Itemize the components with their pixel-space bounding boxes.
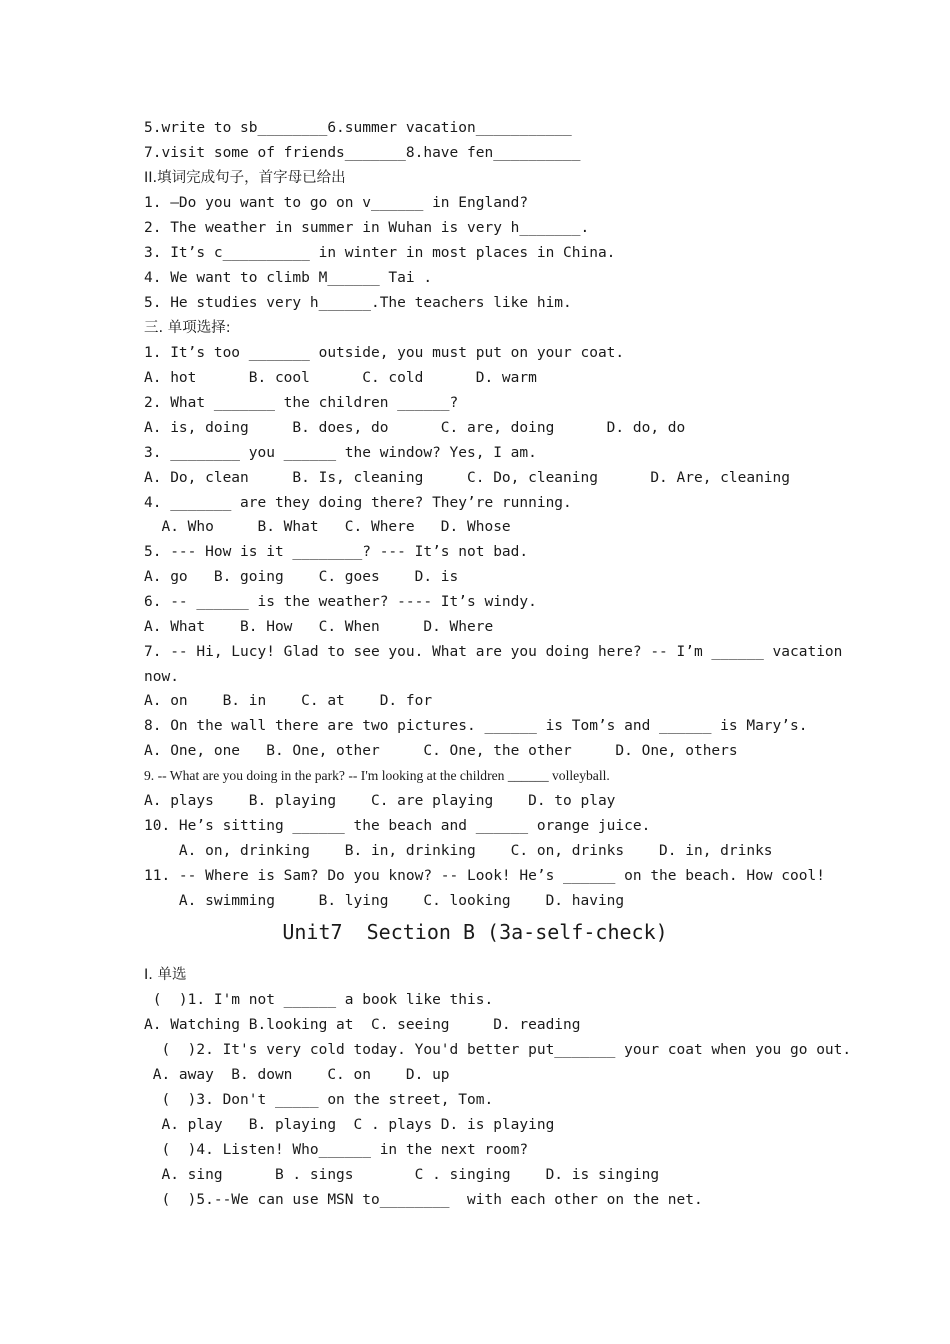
fill-in-item: 4. We want to climb M______ Tai . bbox=[144, 270, 433, 286]
options-line: A. on B. in C. at D. for bbox=[144, 693, 433, 709]
options-line: A. go B. going C. goes D. is bbox=[144, 569, 459, 585]
options-line: A. swimming B. lying C. looking D. having bbox=[144, 893, 625, 909]
fill-in-item: 3. It’s c__________ in winter in most places in China. bbox=[144, 245, 616, 261]
question-line: 9. -- What are you doing in the park? -- I'm looking at the children ______ volleyball. bbox=[144, 768, 610, 783]
question-line: ( )4. Listen! Who______ in the next room? bbox=[144, 1142, 529, 1158]
question-line: ( )2. It's very cold today. You'd better put_______ your coat when you go out. bbox=[144, 1042, 852, 1058]
fill-in-item: 2. The weather in summer in Wuhan is very h_______. bbox=[144, 220, 590, 236]
question-line-continued: now. bbox=[144, 669, 179, 685]
question-line: 1. It’s too _______ outside, you must put on your coat. bbox=[144, 345, 625, 361]
options-line: A. Do, clean B. Is, cleaning C. Do, cleaning D. Are, cleaning bbox=[144, 470, 791, 486]
options-line: A. sing B . sings C . singing D. is singing bbox=[144, 1167, 660, 1183]
question-line: 5. --- How is it ________? --- It’s not bad. bbox=[144, 544, 529, 560]
options-line: A. play B. playing C . plays D. is playing bbox=[144, 1117, 555, 1133]
phrase-line-2: 7.visit some of friends_______8.have fen__________ bbox=[144, 145, 581, 161]
fill-in-item: 1. —Do you want to go on v______ in England? bbox=[144, 195, 529, 211]
section-heading-single-choice: I. 单选 bbox=[144, 967, 187, 983]
section-heading-multiple-choice: 三. 单项选择: bbox=[144, 320, 231, 336]
question-line: ( )1. I'm not ______ a book like this. bbox=[144, 992, 494, 1008]
question-line: 10. He’s sitting ______ the beach and ______ orange juice. bbox=[144, 818, 651, 834]
options-line: A. plays B. playing C. are playing D. to play bbox=[144, 793, 616, 809]
fill-in-item: 5. He studies very h______.The teachers like him. bbox=[144, 295, 572, 311]
phrase-line-1: 5.write to sb________6.summer vacation___________ bbox=[144, 120, 572, 136]
options-line: A. What B. How C. When D. Where bbox=[144, 619, 494, 635]
question-line: 11. -- Where is Sam? Do you know? -- Look! He’s ______ on the beach. How cool! bbox=[144, 868, 825, 884]
options-line: A. Who B. What C. Where D. Whose bbox=[144, 519, 511, 535]
question-line: 6. -- ______ is the weather? ---- It’s windy. bbox=[144, 594, 537, 610]
unit-title: Unit7 Section B (3a-self-check) bbox=[282, 920, 668, 944]
question-line: ( )3. Don't _____ on the street, Tom. bbox=[144, 1092, 494, 1108]
question-line: 2. What _______ the children ______? bbox=[144, 395, 459, 411]
question-line: 7. -- Hi, Lucy! Glad to see you. What are you doing here? -- I’m ______ vacation bbox=[144, 644, 843, 660]
question-line: 8. On the wall there are two pictures. ______ is Tom’s and ______ is Mary’s. bbox=[144, 718, 808, 734]
question-line: ( )5.--We can use MSN to________ with each other on the net. bbox=[144, 1192, 703, 1208]
options-line: A. on, drinking B. in, drinking C. on, drinks D. in, drinks bbox=[144, 843, 773, 859]
options-line: A. One, one B. One, other C. One, the other D. One, others bbox=[144, 743, 738, 759]
options-line: A. Watching B.looking at C. seeing D. reading bbox=[144, 1017, 581, 1033]
question-line: 3. ________ you ______ the window? Yes, I am. bbox=[144, 445, 537, 461]
section-heading-fill-in: II.填词完成句子，首字母已给出 bbox=[144, 170, 346, 186]
options-line: A. is, doing B. does, do C. are, doing D. do, do bbox=[144, 420, 686, 436]
options-line: A. away B. down C. on D. up bbox=[144, 1067, 450, 1083]
question-line: 4. _______ are they doing there? They’re running. bbox=[144, 495, 572, 511]
options-line: A. hot B. cool C. cold D. warm bbox=[144, 370, 537, 386]
